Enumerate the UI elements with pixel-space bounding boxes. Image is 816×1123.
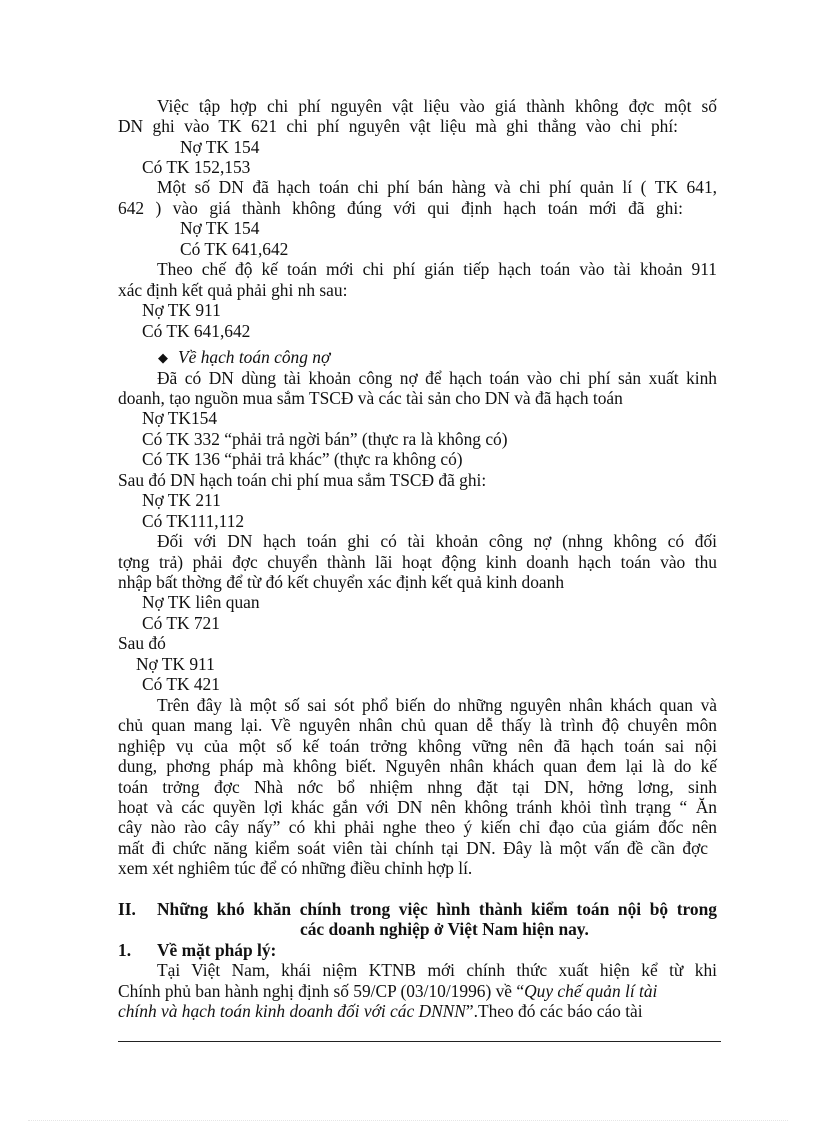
- text-line: Nợ TK 154: [180, 218, 260, 238]
- text-line: Có TK 641,642: [180, 239, 289, 259]
- text-line: xác định kết quả phải ghi nh sau:: [118, 280, 348, 300]
- text-line: Nợ TK 211: [142, 490, 221, 510]
- text-line: toán trởng đợc Nhà nớc bổ nhiệm nhng đặt tại DN, hởng lơng, sinh: [118, 777, 717, 797]
- text-line: Tại Việt Nam, khái niệm KTNB mới chính thức xuất hiện kể từ khi: [157, 960, 717, 980]
- text-line: Đã có DN dùng tài khoản công nợ để hạch toán vào chi phí sản xuất kinh: [157, 368, 717, 388]
- subheading-italic: Về hạch toán công nợ: [178, 347, 331, 367]
- text-line: Có TK 641,642: [142, 321, 251, 341]
- text-line: cây nào rào cây nấy” có khi phải nghe theo ý kiến chỉ đạo của giám đốc nên: [118, 817, 717, 837]
- text-line: nhập bất thờng để từ đó kết chuyển xác định kết quả kinh doanh: [118, 572, 565, 592]
- section-heading-cont: các doanh nghiệp ở Việt Nam hiện nay.: [300, 919, 589, 939]
- text-line: Sau đó: [118, 633, 166, 653]
- text-line: nghiệp vụ của một số kế toán trởng không vững nên đã hạch toán sai nội: [118, 736, 717, 756]
- text-run: Chính phủ ban hành nghị định số 59/CP (03/10/1996) về “: [118, 981, 525, 1001]
- text-line: Có TK 421: [142, 674, 220, 694]
- subsection-heading: Về mặt pháp lý:: [157, 940, 277, 960]
- section-heading: Những khó khăn chính trong việc hình thành kiểm toán nội bộ trong: [157, 899, 717, 919]
- text-line: [118, 1001, 643, 1021]
- text-line: doanh, tạo nguồn mua sắm TSCĐ và các tài sản cho DN và đã hạch toán: [118, 388, 623, 408]
- text-line: chủ quan mang lại. Về nguyên nhân chủ quan dễ thấy là trình độ chuyên môn: [118, 715, 717, 735]
- footer-rule: [118, 1041, 721, 1042]
- text-line: Nợ TK 911: [136, 654, 215, 674]
- text-line: 642 ) vào giá thành không đúng với qui định hạch toán mới đã ghi:: [118, 198, 683, 218]
- text-line: Nợ TK 911: [142, 300, 221, 320]
- text-line: Việc tập hợp chi phí nguyên vật liệu vào giá thành không đợc một số: [157, 96, 717, 116]
- text-line: Có TK 332 “phải trả ngời bán” (thực ra là không có): [142, 429, 508, 449]
- text-line: tợng trả) phải đợc chuyển thành lãi hoạt động kinh doanh hạch toán vào thu: [118, 552, 717, 572]
- text-run-italic: Quy chế quản lí tài: [524, 981, 658, 1001]
- text-line: Theo chế độ kế toán mới chi phí gián tiếp hạch toán vào tài khoản 911: [157, 259, 717, 279]
- page-edge-dots: [28, 1120, 788, 1121]
- section-number: II.: [118, 899, 136, 919]
- text-run-italic: chính và hạch toán kinh doanh đối với các DNNN: [118, 1001, 466, 1021]
- text-line: Một số DN đã hạch toán chi phí bán hàng và chi phí quản lí ( TK 641,: [157, 177, 717, 197]
- text-line: Nợ TK154: [142, 408, 218, 428]
- subsection-number: 1.: [118, 940, 132, 960]
- text-line: Có TK 136 “phải trả khác” (thực ra không có): [142, 449, 463, 469]
- text-line: Có TK 721: [142, 613, 220, 633]
- text-line: Trên đây là một số sai sót phổ biến do những nguyên nhân khách quan và: [157, 695, 717, 715]
- text-line: hoạt và các quyền lợi khác gắn với DN nên không tránh khỏi tình trạng “ Ăn: [118, 797, 717, 817]
- text-line: [118, 981, 657, 1001]
- text-line: Nợ TK 154: [180, 137, 260, 157]
- text-line: Nợ TK liên quan: [142, 592, 260, 612]
- text-line: DN ghi vào TK 621 chi phí nguyên vật liệu mà ghi thẳng vào chi phí:: [118, 116, 678, 136]
- text-line: mất đi chức năng kiểm soát viên tài chính tại DN. Đây là một vấn đề cần đợc: [118, 838, 708, 858]
- text-line: dung, phơng pháp mà không biết. Nguyên nhân khách quan đem lại là do kế: [118, 756, 717, 776]
- text-run: ”.Theo đó các báo cáo tài: [465, 1001, 643, 1021]
- text-line: Có TK 152,153: [142, 157, 251, 177]
- text-line: xem xét nghiêm túc để có những điều chỉnh hợp lí.: [118, 858, 473, 878]
- text-line: Có TK111,112: [142, 511, 245, 531]
- text-line: Đối với DN hạch toán ghi có tài khoản công nợ (nhng không có đối: [157, 531, 717, 551]
- diamond-bullet-icon: ◆: [158, 350, 168, 365]
- text-line: Sau đó DN hạch toán chi phí mua sắm TSCĐ đã ghi:: [118, 470, 487, 490]
